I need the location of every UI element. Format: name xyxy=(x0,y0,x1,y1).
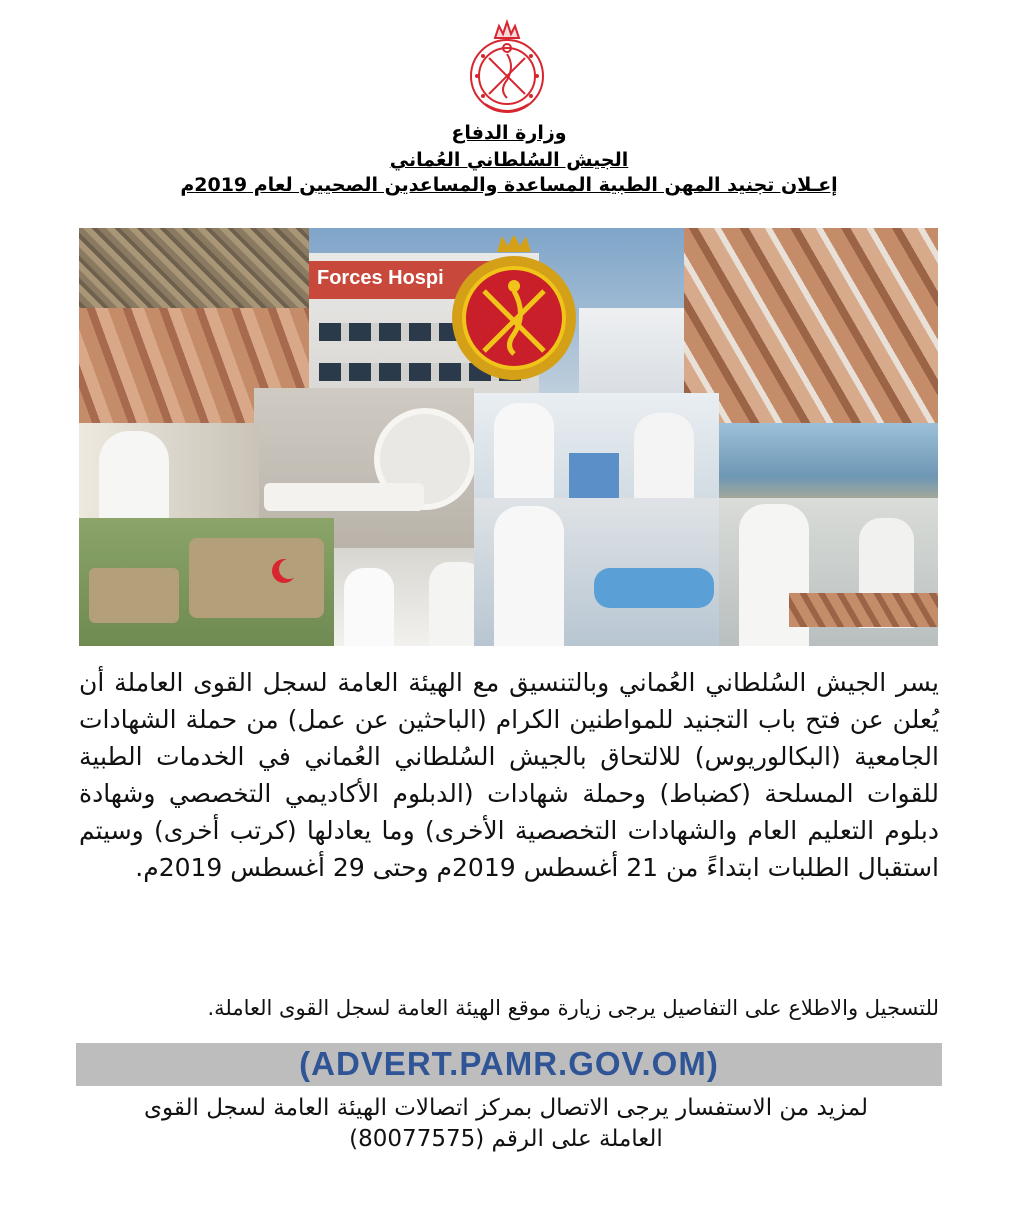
contact-line-1: لمزيد من الاستفسار يرجى الاتصال بمركز اتصالات الهيئة العامة لسجل القوى xyxy=(143,1095,869,1121)
dental-treatment-photo xyxy=(474,498,734,646)
announcement-body xyxy=(79,664,939,886)
announcement-paragraph: يسر الجيش السُلطاني العُماني وبالتنسيق مع الهيئة العامة لسجل القوى العاملة أن يُعلن عن فتح باب التجنيد للمواطنين الكرام (الباحثين عن عمل) من حملة الشهادات الجامعية (البكالوريوس) للالتحاق بالجيش السُلطاني العُماني في الخدمات الطبية للقوات المسلحة (كضباط) وحملة شهادات (الدبلوم الأكاديمي التخصصي وشهادة دبلوم التعليم العام والشهادات التخصصية الأخرى) وما يعادلها (كرتب أخرى) وسيتم استقبال الطلبات ابتداءً من 21 أغسطس 2019م وحتى 29 أغسطس 2019م. xyxy=(79,668,939,882)
army-gold-emblem-icon xyxy=(439,236,589,386)
website-bar xyxy=(76,1043,942,1086)
lab-technician-photo xyxy=(79,423,259,523)
contact-line-2: العاملة على الرقم (80077575) xyxy=(349,1126,663,1152)
website-link[interactable]: (ADVERT.PAMR.GOV.OM) xyxy=(299,1045,719,1082)
registration-note: للتسجيل والاطلاع على التفاصيل يرجى زيارة موقع الهيئة العامة لسجل القوى العاملة. xyxy=(207,996,939,1020)
nurses-treating-patient-photo xyxy=(684,228,938,428)
doctor-nurse-patient-photo xyxy=(719,498,938,646)
red-crescent-icon xyxy=(269,556,299,586)
royal-army-emblem-icon xyxy=(455,18,559,120)
medical-services-collage xyxy=(79,228,938,646)
eye-examination-photo xyxy=(334,548,494,646)
army-heading: الجيش السُلطاني العُماني xyxy=(389,149,629,171)
announcement-title: إعـلان تجنيد المهن الطبية المساعدة والمساعدين الصحيين لعام 2019م xyxy=(180,174,838,196)
military-ambulance-photo xyxy=(79,518,334,646)
contact-info xyxy=(86,1093,926,1155)
arches-photo xyxy=(579,308,689,398)
hospital-sign-text: Forces Hospi xyxy=(317,267,444,289)
ministry-heading: وزارة الدفاع xyxy=(451,122,567,144)
